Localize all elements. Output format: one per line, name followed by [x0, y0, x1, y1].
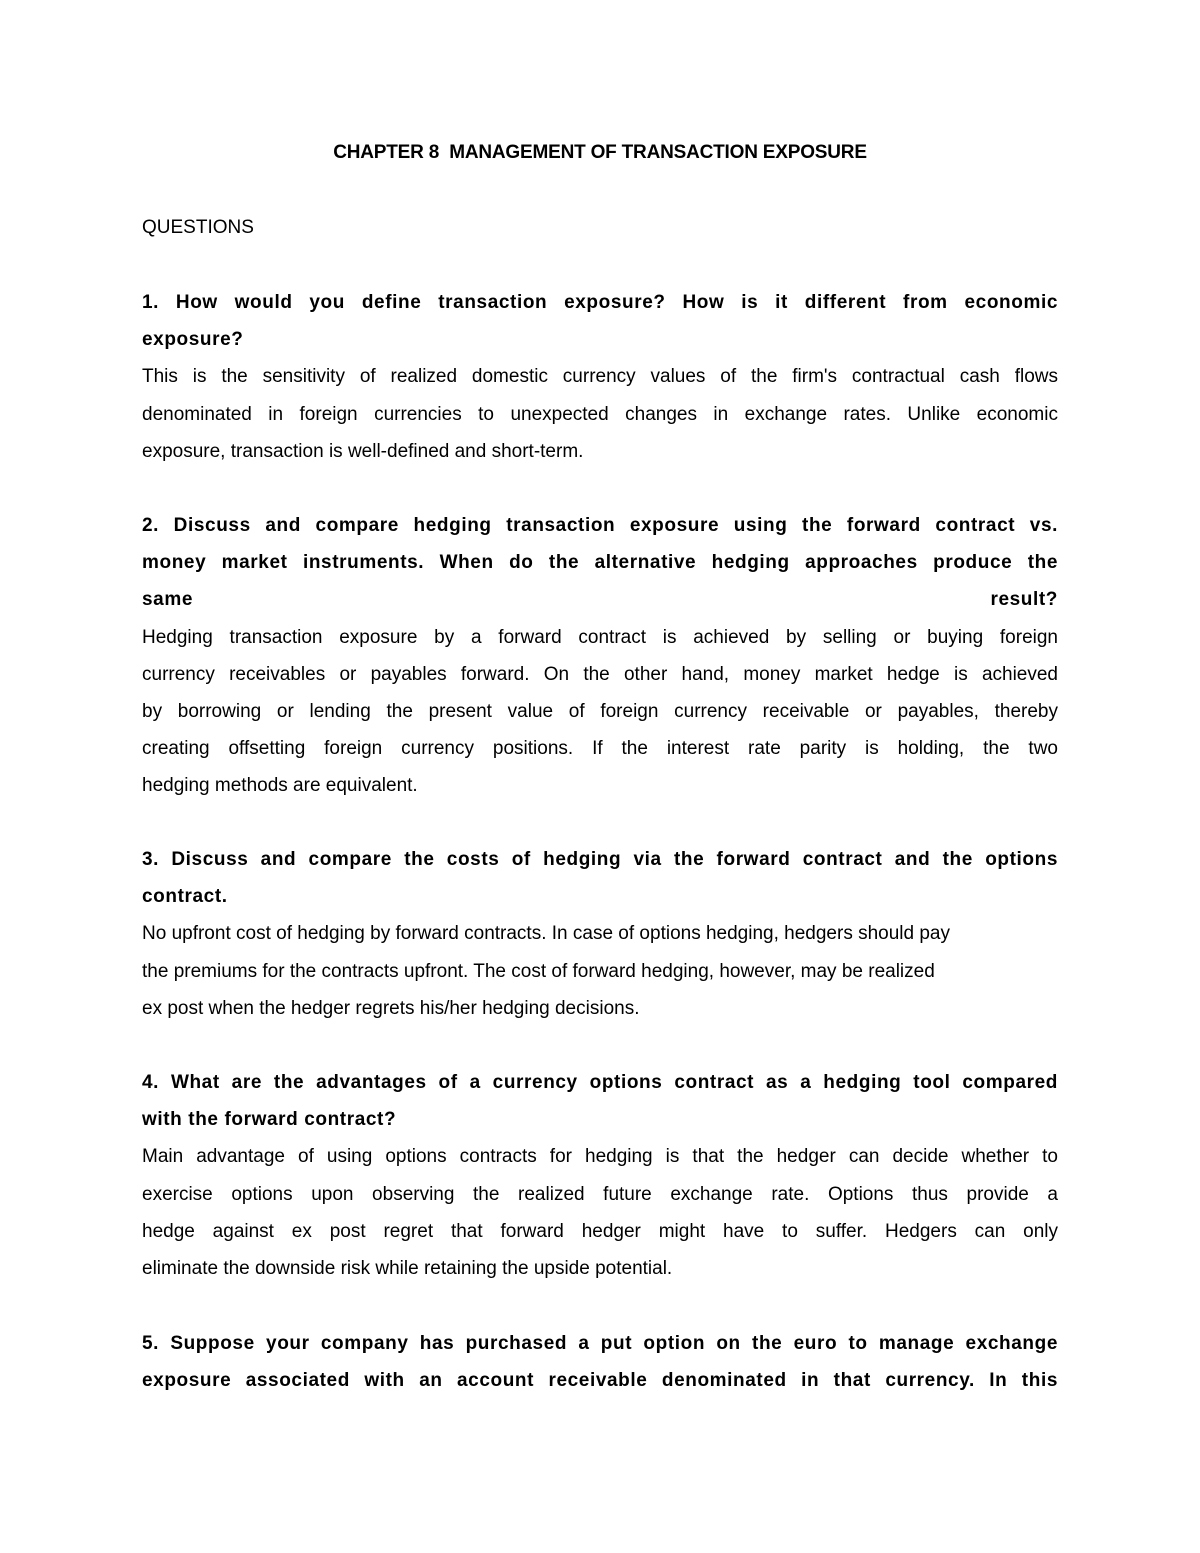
question-line: 3. Discuss and compare the costs of hedging via the forward contract and the options	[142, 849, 1058, 870]
answer-line: No upfront cost of hedging by forward contracts. In case of options hedging, hedgers should pay	[142, 923, 951, 945]
question-line: contract.	[142, 886, 228, 908]
answer-line: currency receivables or payables forward. On the other hand, money market hedge is achieved	[142, 663, 1058, 685]
question-line: 1. How would you define transaction exposure? How is it different from economic	[142, 292, 1058, 313]
question-item-3	[142, 841, 1058, 1027]
question-item-4	[142, 1064, 1058, 1287]
question-line: same result?	[142, 589, 1058, 611]
answer-line: Hedging transaction exposure by a forward contract is achieved by selling or buying foreign	[142, 626, 1058, 648]
answer-line: eliminate the downside risk while retaining the upside potential.	[142, 1257, 673, 1279]
answer-line: by borrowing or lending the present value of foreign currency receivable or payables, thereby	[142, 700, 1058, 722]
question-text	[142, 284, 1058, 358]
question-line: exposure?	[142, 329, 244, 351]
question-item-2	[142, 507, 1058, 805]
answer-line: ex post when the hedger regrets his/her hedging decisions.	[142, 997, 640, 1019]
answer-line: denominated in foreign currencies to unexpected changes in exchange rates. Unlike economic	[142, 403, 1058, 425]
answer-line: creating offsetting foreign currency positions. If the interest rate parity is holding, the two	[142, 738, 1058, 760]
chapter-title: CHAPTER 8 MANAGEMENT OF TRANSACTION EXPOSURE	[333, 142, 867, 163]
question-text	[142, 1064, 1058, 1138]
question-text	[142, 507, 1058, 619]
answer-line: hedging methods are equivalent.	[142, 775, 418, 797]
answer-line: the premiums for the contracts upfront. The cost of forward hedging, however, may be realized	[142, 960, 935, 982]
question-line: 5. Suppose your company has purchased a put option on the euro to manage exchange	[142, 1333, 1058, 1354]
answer-text	[142, 619, 1058, 805]
question-text	[142, 841, 1058, 915]
answer-line: This is the sensitivity of realized domestic currency values of the firm's contractual cash flows	[142, 366, 1058, 388]
question-line: exposure associated with an account receivable denominated in that currency. In this	[142, 1370, 1058, 1392]
question-item-5	[142, 1325, 1058, 1399]
question-line: money market instruments. When do the alternative hedging approaches produce the	[142, 552, 1058, 574]
answer-line: exposure, transaction is well-defined and short-term.	[142, 440, 584, 462]
question-line: with the forward contract?	[142, 1109, 397, 1131]
answer-line: exercise options upon observing the realized future exchange rate. Options thus provide a	[142, 1183, 1058, 1205]
answer-line: Main advantage of using options contracts for hedging is that the hedger can decide whether to	[142, 1146, 1058, 1168]
question-item-1	[142, 284, 1058, 470]
question-line: 4. What are the advantages of a currency options contract as a hedging tool compared	[142, 1072, 1058, 1093]
question-line: 2. Discuss and compare hedging transaction exposure using the forward contract vs.	[142, 515, 1058, 536]
answer-text	[142, 358, 1058, 470]
answer-text	[142, 915, 1058, 1027]
section-label-questions: QUESTIONS	[142, 217, 254, 238]
answer-text	[142, 1138, 1058, 1287]
answer-line: hedge against ex post regret that forward hedger might have to suffer. Hedgers can only	[142, 1220, 1058, 1242]
question-text	[142, 1325, 1058, 1399]
